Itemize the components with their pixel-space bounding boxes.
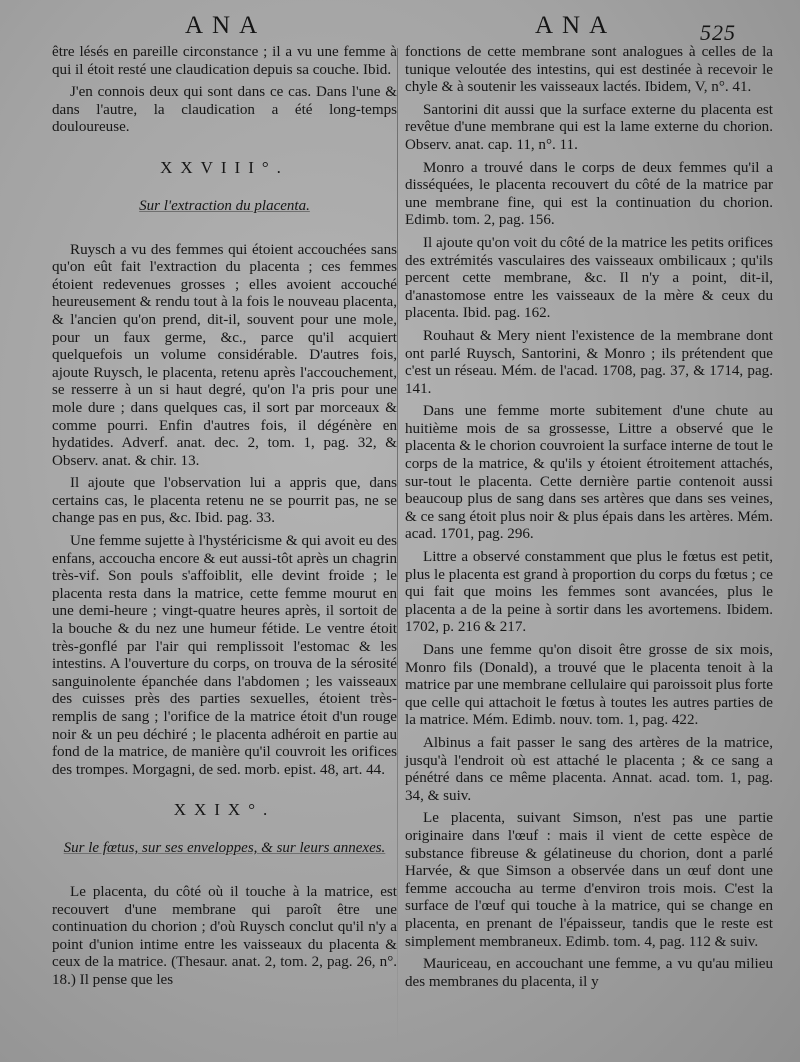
paragraph: Albinus a fait passer le sang des artères de la matrice, jusqu'à l'endroit où est attaché le placenta ; & ce sang a pénétré dans ce même placenta. Annat. acad. tom. 1, pag. 34, & suiv. [405,734,773,804]
paragraph: Il ajoute que l'observation lui a appris que, dans certains cas, le placenta retenu ne se pourrit pas, ne se change pas en pus, &c. Ibid. pag. 33. [52,475,397,527]
left-column [52,44,397,995]
section-number: XXVIII°. [160,157,289,177]
paragraph: Le placenta, du côté où il touche à la matrice, est recouvert d'une membrane qui paroît être une continuation du chorion ; d'où Ruysch conclut qu'il n'y a point d'union intime entre les vaisseaux du placenta & ceux de la matrice. (Thesaur. anat. 2, tom. 2, pag. 26, n°. 18.) Il pense que les [52,883,397,988]
paragraph: Mauriceau, en accouchant une femme, a vu qu'au milieu des membranes du placenta, il y [405,956,773,990]
running-head-left: ANA [185,12,267,39]
paragraph: Santorini dit aussi que la surface externe du placenta est revêtue d'une membrane qui est la lame externe du chorion. Observ. anat. cap. 11, n°. 11. [405,101,773,153]
paragraph: Le placenta, suivant Simson, n'est pas une partie originaire dans l'œuf : mais il vient de cette espèce de substance fibreuse & gélatineuse du chorion, dont a parlé Harvée, & que Simson a observée dans un œuf dont une femme accoucha au terme d'environ trois mois. C'est la surface de l'œuf qui touche à la matrice, qui se change en placenta, en prenant de l'épaisseur, tandis que le reste est simplement membraneux. Edimb. tom. 4, pag. 112 & suiv. [405,810,773,950]
section-number: XXIX°. [173,800,276,820]
column-divider [397,48,398,1048]
section-title: Sur le fœtus, sur ses enveloppes, & sur leurs annexes. [63,839,386,856]
section-title: Sur l'extraction du placenta. [139,197,310,214]
paragraph: J'en connois deux qui sont dans ce cas. Dans l'une & dans l'autre, la claudication a été long-temps douloureuse. [52,84,397,136]
paragraph: Littre a observé constamment que plus le fœtus est petit, plus le placenta est grand à proportion du corps du fœtus ; ce qui fait que moins les femmes sont avancées, plus le placenta a de la peine à sortir dans les avortemens. Ibidem. 1702, p. 216 & 217. [405,549,773,636]
paragraph: Monro a trouvé dans le corps de deux femmes qu'il a disséquées, le placenta recouvert du côté de la matrice par une membrane fine, qui est la continuation du chorion. Edimb. tom. 2, pag. 156. [405,159,773,229]
paragraph: être lésés en pareille circonstance ; il a vu une femme à qui il étoit resté une claudication depuis sa couche. Ibid. [52,44,397,78]
paragraph: fonctions de cette membrane sont analogues à celles de la tunique veloutée des intestins, qui est destinée à recevoir le chyle & à soutenir les vaisseaux lactés. Ibidem, V, n°. 41. [405,44,773,96]
paragraph: Une femme sujette à l'hystéricisme & qui avoit eu des enfans, accoucha encore & eut aussi-tôt après un chagrin très-vif. Son pouls s'affoiblit, elle devint froide ; le placenta resta dans la matrice, cette femme mourut en une demi-heure ; vingt-quatre heures après, il sortoit de la bouche & du nez une humeur fétide. Le ventre étoit très-gonflé par l'air qui remplissoit l'estomac & les intestins. A l'ouverture du corps, on trouva de la sérosité sanguinolente épanchée dans l'abdomen ; les vaisseaux des cuisses près des parties sexuelles, étoient très-remplis de sang ; l'orifice de la matrice étoit d'un rouge noir & un peu déchiré ; le placenta adhéroit en partie au fond de la matrice, de manière qu'il couvroit les orifices des trompes. Morgagni, de sed. morb. epist. 48, art. 44. [52,533,397,778]
paragraph: Rouhaut & Mery nient l'existence de la membrane dont ont parlé Ruysch, Santorini, & Monro ; ils prétendent que c'est un réseau. Mém. de l'acad. 1708, pag. 37, & 1714, pag. 141. [405,327,773,397]
paragraph: Dans une femme qu'on disoit être grosse de six mois, Monro fils (Donald), a trouvé que le placenta tenoit à la matrice par une membrane cellulaire qui paroissoit plus forte que celle qui attachoit le fœtus à toutes les autres parties de la matrice. Mém. Edimb. nouv. tom. 1, pag. 422. [405,642,773,729]
paragraph: Il ajoute qu'on voit du côté de la matrice les petits orifices des extrémités vasculaires des vaisseaux ombilicaux ; qu'ils percent cette membrane, &c. Il n'y a point, dit-il, d'anastomose entre les vaisseaux de la mère & ceux du placenta. Ibid. pag. 162. [405,234,773,322]
paragraph: Dans une femme morte subitement d'une chute au huitième mois de sa grossesse, Littre a observé que le placenta & le chorion couvroient la surface interne de tout le corps de la matrice, & qu'ils y étoient étroitement attachés, sur-tout le placenta. Cette dernière partie contenoit aussi beaucoup plus de sang dans ses artères que dans ses veines, & ce sang étoit plus noir & plus épais dans les artères. Mém. acad. 1701, pag. 296. [405,403,773,543]
paragraph: Ruysch a vu des femmes qui étoient accouchées sans qu'on eût fait l'extraction du placenta ; ces femmes étoient redevenues grosses ; elles avoient accouché heureusement & rendu tout à la fois le nouveau placenta, & l'ancien qu'on prend, dit-il, souvent pour une mole, pour un faux germe, &c., parce qu'il acquiert quelquefois un volume considérable. D'autres fois, ajoute Ruysch, le placenta, retenu après l'accouchement, se resserre à un si haut degré, qu'on l'a pris pour une mole dure ; dans quelques cas, il sort par morceaux & comme pourri. Enfin d'autres fois, il dégénère en hydatides. Adverf. anat. dec. 2, tom. 1, pag. 32, & Observ. anat. & chir. 13. [52,241,397,469]
page-number: 525 [700,20,736,45]
running-head-right: ANA [535,12,617,39]
right-column [405,44,773,996]
